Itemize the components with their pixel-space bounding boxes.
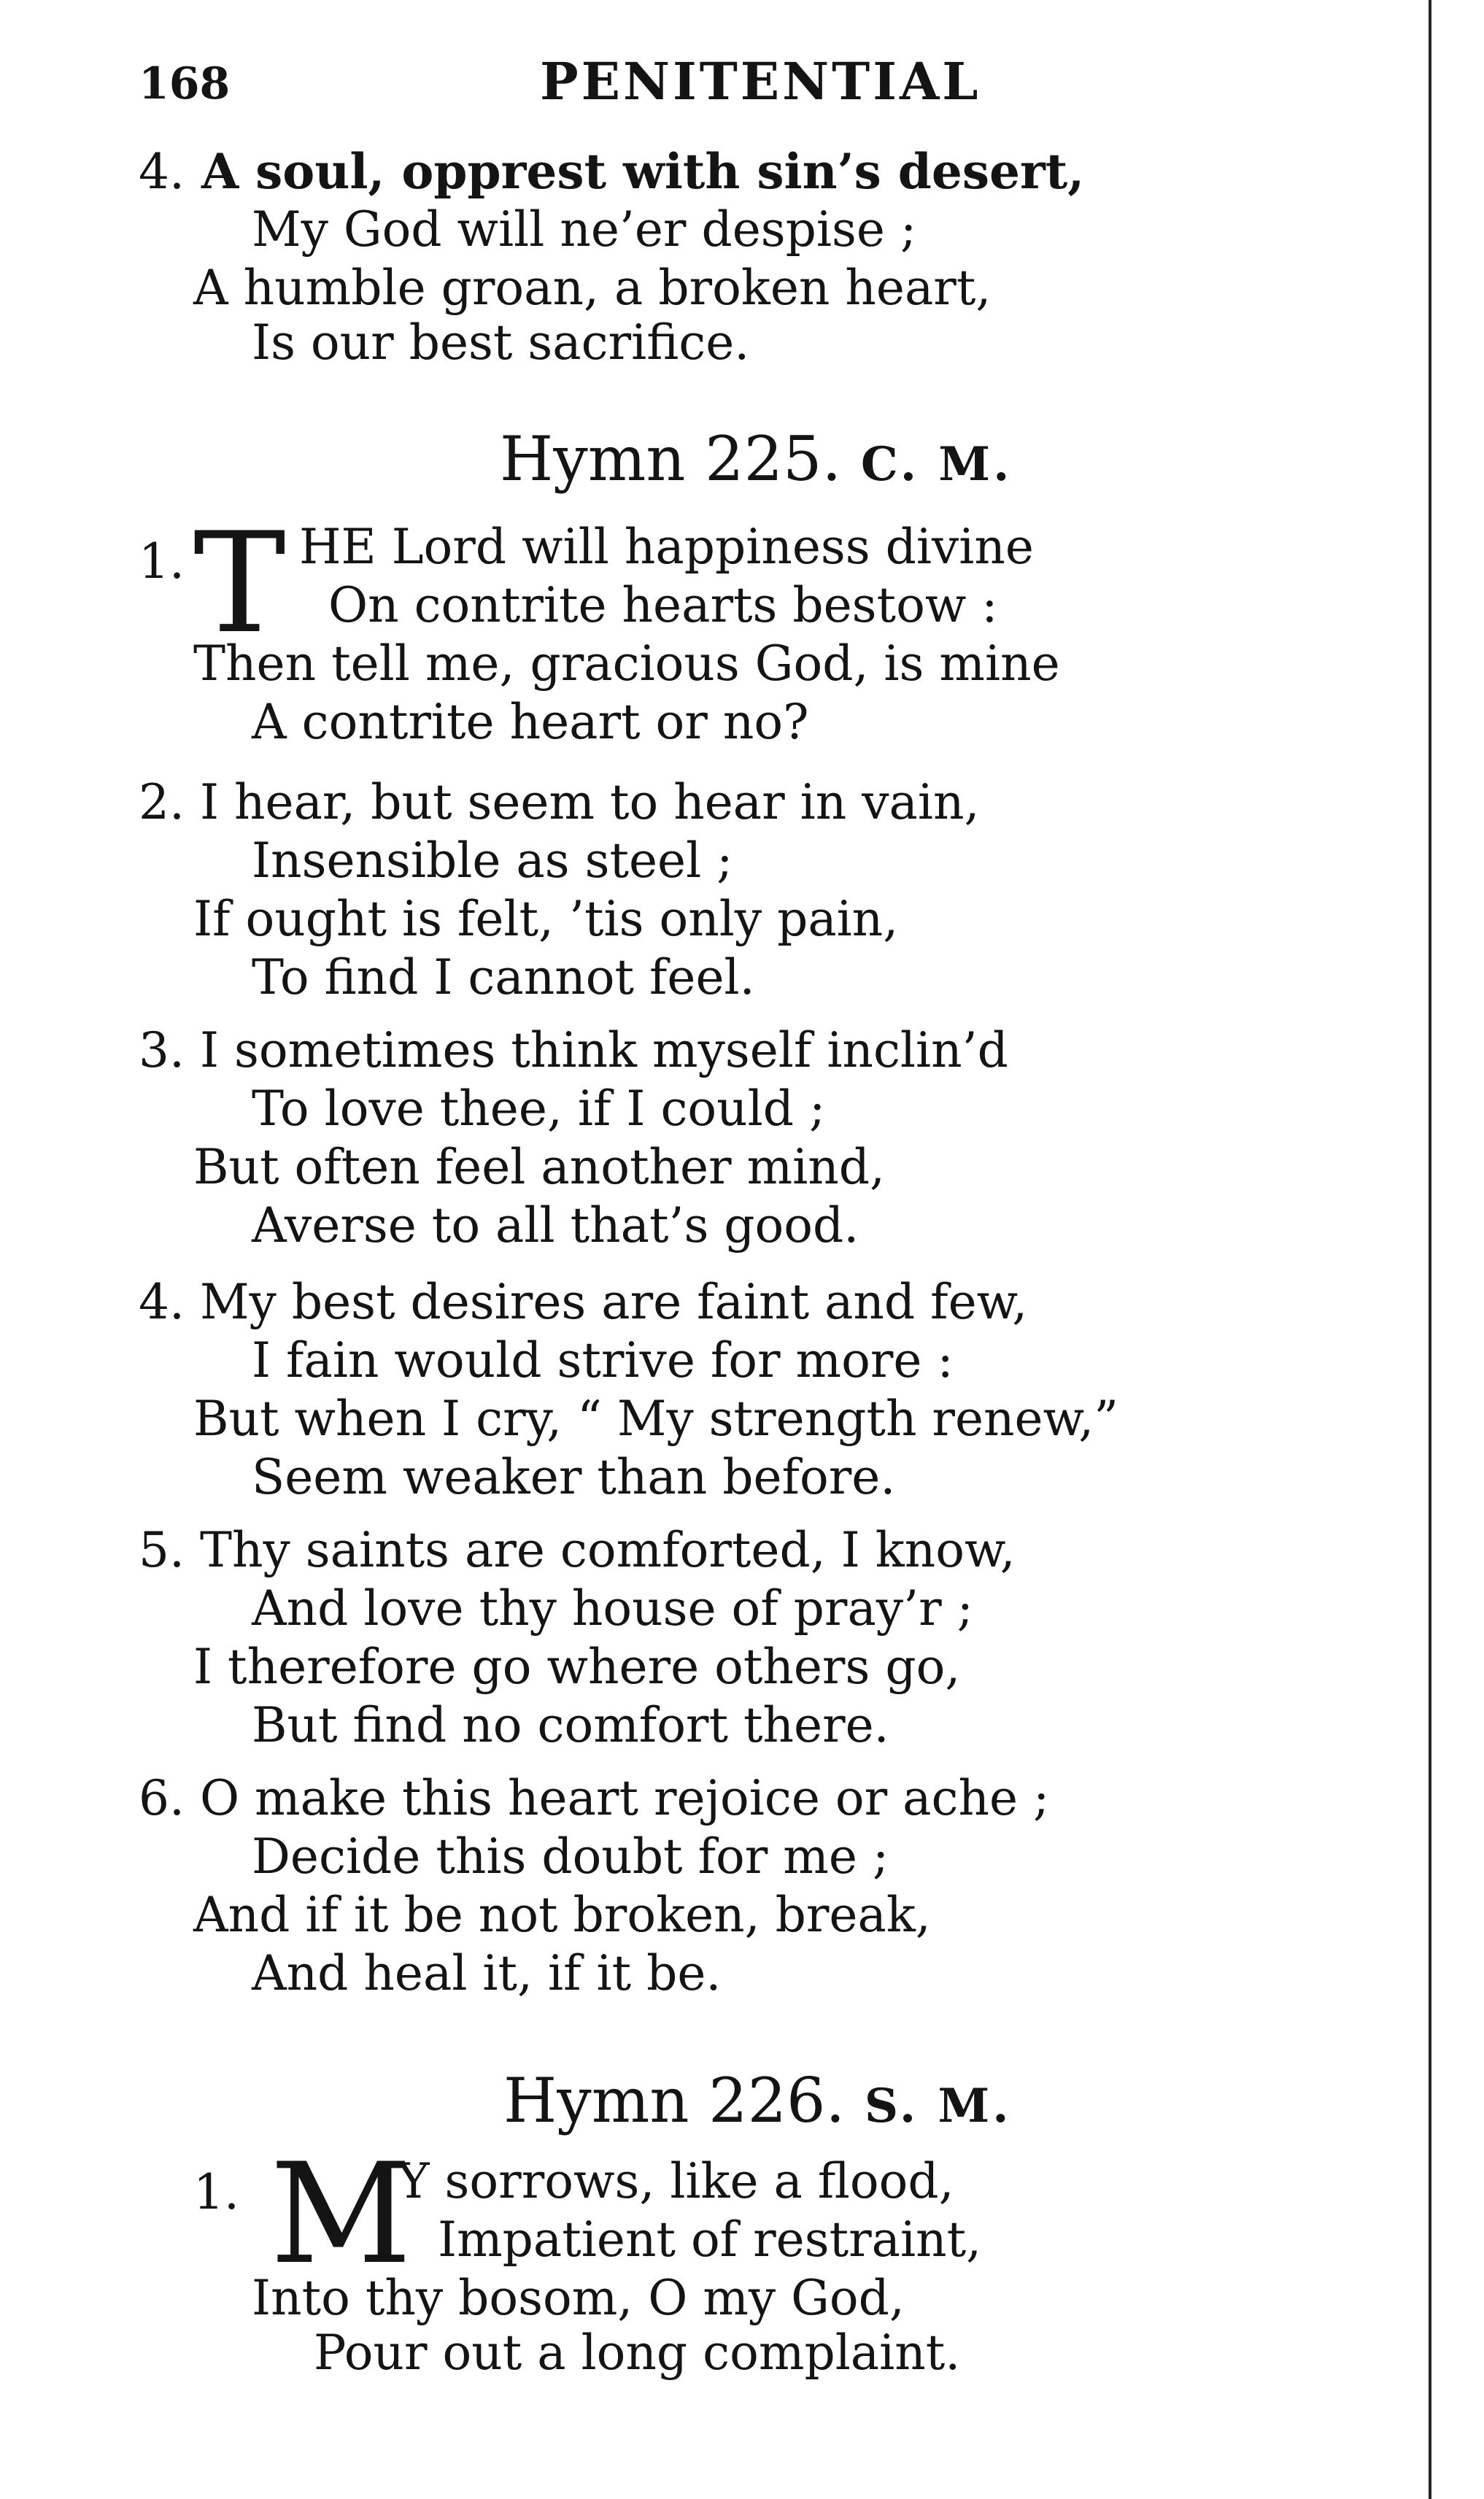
stanza-line: And love thy house of pray’r ;	[252, 1580, 973, 1637]
stanza-number: 2.	[139, 774, 185, 830]
dropcap: M	[270, 2133, 412, 2295]
line-text: I hear, but seem to hear in vain,	[199, 774, 980, 830]
stanza-line: A contrite heart or no?	[252, 694, 809, 750]
stanza-line: Impatient of restraint,	[438, 2212, 982, 2268]
stanza-number: 1.	[193, 2164, 239, 2220]
stanza-line	[139, 142, 1084, 201]
stanza-line: Y sorrows, like a flood,	[398, 2153, 954, 2209]
page-number: 168	[139, 58, 231, 109]
stanza-line: Is our best sacrifice.	[252, 314, 750, 371]
page-edge-rule	[1429, 0, 1431, 2499]
stanza-line: But find no comfort there.	[252, 1697, 889, 1753]
line-text: I sometimes think myself inclin’d	[199, 1022, 1008, 1078]
stanza-number: 6.	[139, 1770, 185, 1826]
stanza-line: On contrite hearts bestow :	[328, 577, 998, 633]
hymn-title	[500, 423, 1012, 495]
hymn-number: Hymn 226.	[503, 2065, 846, 2136]
line-text: My best desires are faint and few,	[199, 1274, 1028, 1330]
stanza-line: Seem weaker than before.	[252, 1449, 896, 1505]
hymn-title	[503, 2065, 1012, 2136]
stanza-number: 1.	[139, 533, 185, 590]
stanza-line: My God will ne’er despise ;	[252, 201, 917, 258]
stanza-line: I therefore go where others go,	[193, 1639, 961, 1695]
stanza-line: Then tell me, gracious God, is mine	[193, 636, 1060, 692]
dropcap: T	[193, 503, 286, 664]
stanza-line: A humble groan, a broken heart,	[193, 260, 992, 316]
stanza-line: If ought is felt, ’tis only pain,	[193, 891, 899, 947]
stanza-line: HE Lord will happiness divine	[299, 519, 1034, 575]
hymn-number: Hymn 225.	[500, 423, 842, 495]
stanza-line	[139, 1021, 1008, 1080]
stanza-line: But when I cry, “ My strength renew,”	[193, 1391, 1118, 1447]
line-text: O make this heart rejoice or ache ;	[199, 1770, 1050, 1826]
stanza-line: Pour out a long complaint.	[314, 2325, 961, 2381]
stanza-line: And if it be not broken, break,	[193, 1887, 931, 1943]
stanza-line	[139, 773, 980, 832]
stanza-line	[139, 1769, 1049, 1828]
stanza-line: Averse to all that’s good.	[252, 1197, 859, 1254]
line-text: A soul, opprest with sin’s desert,	[201, 143, 1085, 200]
stanza-line: To find I cannot feel.	[252, 949, 755, 1005]
stanza-line	[139, 1273, 1027, 1332]
stanza-line	[139, 1521, 1016, 1580]
stanza-number: 4.	[139, 1274, 185, 1330]
stanza-line: I fain would strive for more :	[252, 1332, 954, 1388]
hymn-meter: S. M.	[864, 2079, 1012, 2133]
stanza-number: 4.	[139, 144, 185, 200]
running-head: PENITENTIAL	[540, 51, 981, 112]
stanza-line: And heal it, if it be.	[252, 1945, 722, 2001]
stanza-number: 5.	[139, 1522, 185, 1578]
stanza-line: Decide this doubt for me ;	[252, 1828, 889, 1885]
page-header	[139, 36, 1014, 117]
stanza-line: But often feel another mind,	[193, 1139, 886, 1195]
stanza-line: Into thy bosom, O my God,	[252, 2270, 905, 2326]
stanza-line: To love thee, if I could ;	[252, 1081, 826, 1137]
stanza-number: 3.	[139, 1022, 185, 1078]
stanza-line: Insensible as steel ;	[252, 833, 733, 889]
hymn-meter: C. M.	[860, 437, 1013, 492]
line-text: Thy saints are comforted, I know,	[199, 1522, 1016, 1578]
